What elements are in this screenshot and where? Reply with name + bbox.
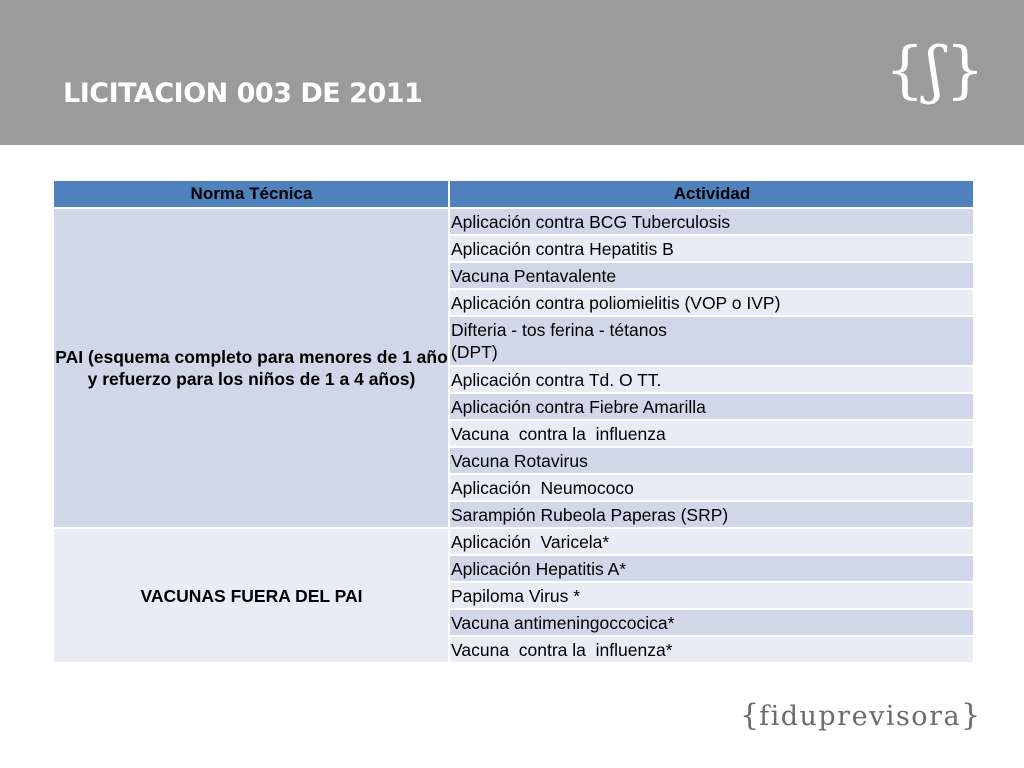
actividad-cell: Sarampión Rubeola Paperas (SRP) bbox=[449, 501, 974, 528]
column-header-actividad: Actividad bbox=[449, 180, 974, 208]
actividad-cell: Aplicación contra poliomielitis (VOP o IVP) bbox=[449, 289, 974, 316]
actividad-cell: Vacuna Pentavalente bbox=[449, 262, 974, 289]
actividad-cell: Papiloma Virus * bbox=[449, 582, 974, 609]
header-band bbox=[0, 0, 1024, 145]
table-row bbox=[53, 208, 974, 235]
actividad-cell: Aplicación contra Td. O TT. bbox=[449, 366, 974, 393]
fiduprevisora-logo bbox=[740, 698, 980, 733]
norma-cell-fuera-pai: VACUNAS FUERA DEL PAI bbox=[53, 528, 449, 663]
actividad-cell: Vacuna contra la influenza bbox=[449, 420, 974, 447]
table-header-row bbox=[53, 180, 974, 208]
actividad-cell: Vacuna Rotavirus bbox=[449, 447, 974, 474]
actividad-cell: Aplicación contra Hepatitis B bbox=[449, 235, 974, 262]
actividad-cell: Vacuna antimeningoccocica* bbox=[449, 609, 974, 636]
actividad-cell: Aplicación contra BCG Tuberculosis bbox=[449, 208, 974, 235]
norma-cell-pai: PAI (esquema completo para menores de 1 año y refuerzo para los niños de 1 a 4 años) bbox=[53, 208, 449, 528]
brand-logo-mark: {ʃ} bbox=[885, 33, 987, 106]
table-row bbox=[53, 528, 974, 555]
logo-brace-open: { bbox=[740, 698, 760, 733]
logo-wordmark: fiduprevisora bbox=[759, 701, 962, 732]
slide-title: LICITACION 003 DE 2011 bbox=[63, 78, 423, 109]
vaccine-table bbox=[52, 179, 975, 664]
actividad-cell: Difteria - tos ferina - tétanos (DPT) bbox=[449, 316, 974, 366]
actividad-cell: Aplicación Neumococo bbox=[449, 474, 974, 501]
actividad-cell: Aplicación Hepatitis A* bbox=[449, 555, 974, 582]
actividad-cell: Aplicación Varicela* bbox=[449, 528, 974, 555]
column-header-norma: Norma Técnica bbox=[53, 180, 449, 208]
actividad-cell: Vacuna contra la influenza* bbox=[449, 636, 974, 663]
logo-brace-close: } bbox=[961, 698, 981, 733]
actividad-cell: Aplicación contra Fiebre Amarilla bbox=[449, 393, 974, 420]
